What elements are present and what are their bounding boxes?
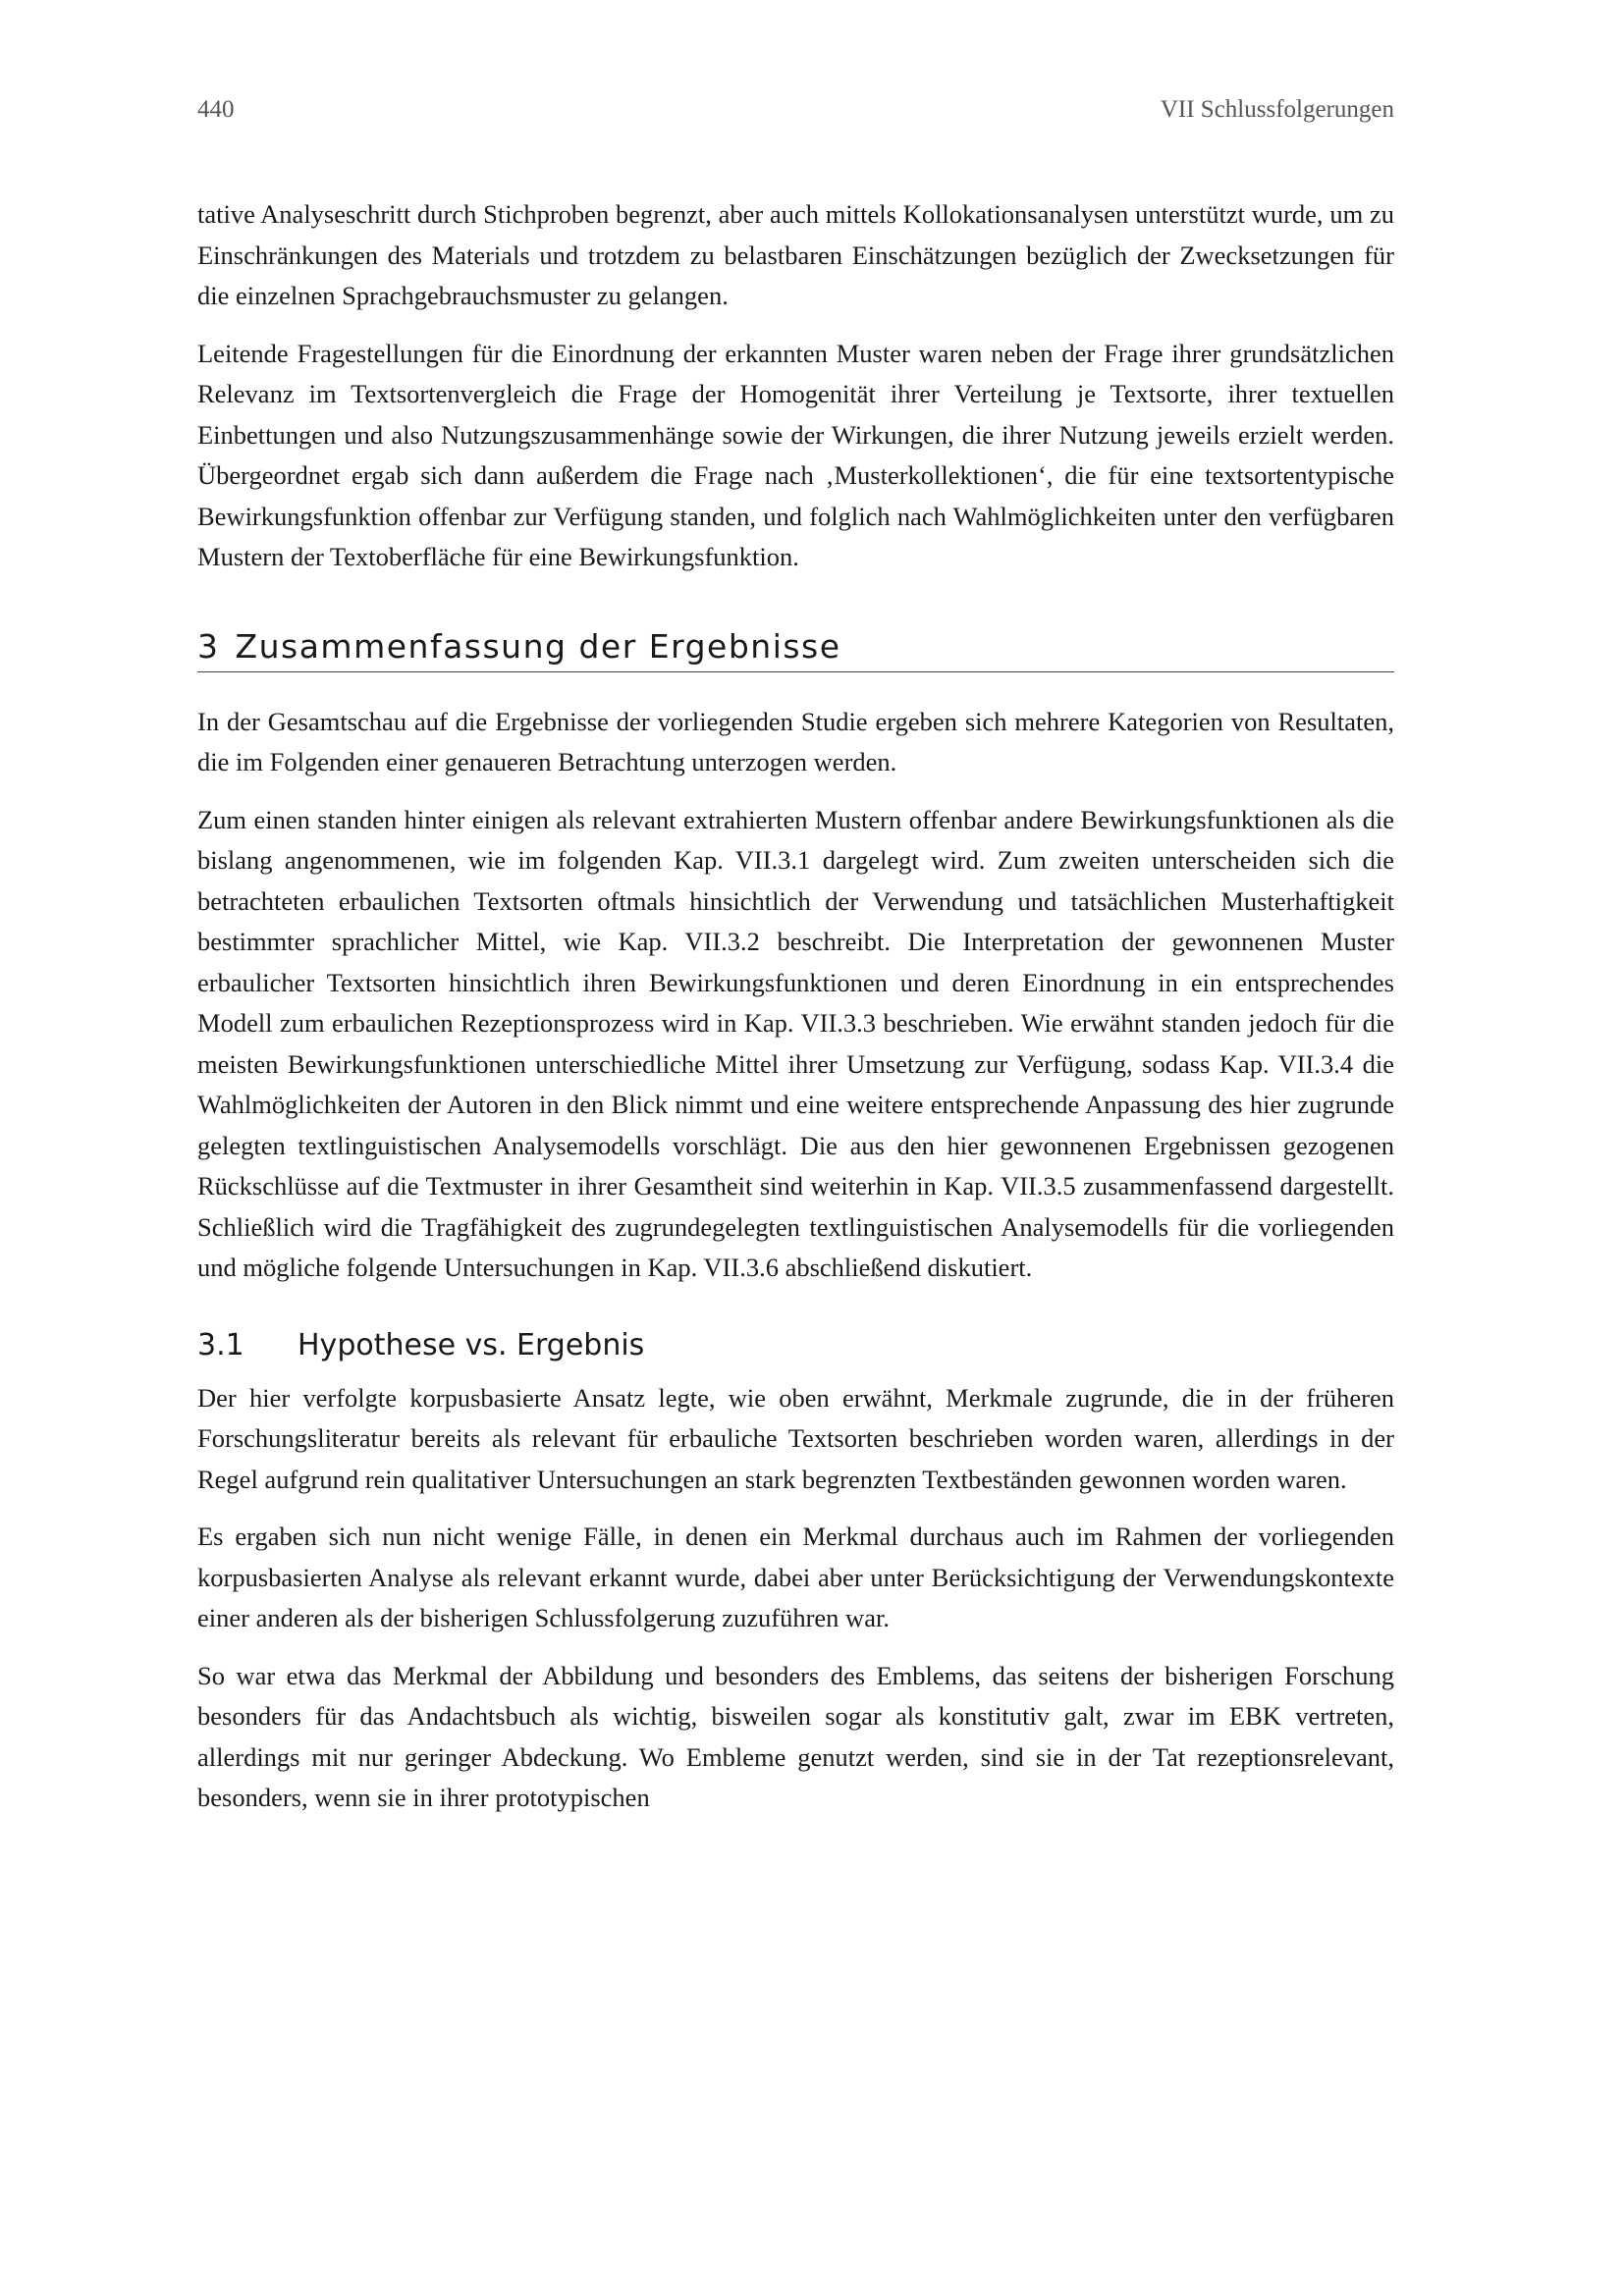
section-heading [197,627,1394,672]
subsection-paragraph-2: Es ergaben sich nun nicht wenige Fälle, in denen ein Merkmal durchaus auch im Rahmen der vorliegenden korpusbasierten Analyse als relevant erkannt wurde, dabei aber unter Berücksichtigung der Verwendungskontexte einer anderen als der bisherigen Schlussfolgerung zuzuführen war. [197,1522,1394,1632]
body-text [197,194,1394,1836]
subsection-paragraph-3: So war etwa das Merkmal der Abbildung und besonders des Emblems, das seitens der bisherigen Forschung besonders für das Andachtsbuch als wichtig, bisweilen sogar als konstitutiv galt, zwar im EBK vertreten, allerdings mit nur geringer Abdeckung. Wo Embleme genutzt werden, sind sie in der Tat rezeptionsrelevant, besonders, wenn sie in ihrer prototypischen [197,1660,1394,1812]
running-header [197,96,1394,135]
paragraph-intro-1: tative Analyseschritt durch Stichproben begrenzt, aber auch mittels Kollokationsanalysen unterstützt wurde, um zu Einschränkungen des Materials und trotzdem zu belastbaren Einschätzungen bezüglich der Zwecksetzungen für die einzelnen Sprachgebrauchsmuster zu gelangen. [197,199,1394,310]
subsection-title: Hypothese vs. Ergebnis [298,1327,645,1362]
section-title: Zusammenfassung der Ergebnisse [235,626,841,666]
subsection-paragraph-1: Der hier verfolgte korpusbasierte Ansatz legte, wie oben erwähnt, Merkmale zugrunde, die in der früheren Forschungsliteratur bereits als relevant für erbauliche Textsorten beschrieben worden waren, allerdings in der Regel aufgrund rein qualitativer Untersuchungen an stark begrenzten Textbeständen gewonnen worden waren. [197,1382,1394,1494]
subsection-number: 3.1 [197,1327,244,1362]
section-paragraph-1: In der Gesamtschau auf die Ergebnisse der vorliegenden Studie ergeben sich mehrere Kategorien von Resultaten, die im Folgenden einer genaueren Betrachtung unterzogen werden. [197,706,1394,776]
page-number: 440 [197,96,235,123]
section-number: 3 [197,626,220,666]
subsection-heading [197,1328,1394,1362]
paragraph-intro-2: Leitende Fragestellungen für die Einordnung der erkannten Muster waren neben der Frage ihrer grundsätzlichen Relevanz im Textsortenvergleich die Frage der Homogenität ihrer Verteilung je Textsorte, ihrer textuellen Einbettungen und also Nutzungszusammenhänge sowie der Wirkungen, die ihrer Nutzung jeweils erzielt werden. Übergeordnet ergab sich dann außerdem die Frage nach ‚Musterkollektionen‘, die für eine textsortentypische Bewirkungsfunktion offenbar zur Verfügung standen, und folglich nach Wahlmöglichkeiten unter den verfügbaren Mustern der Textoberfläche für eine Bewirkungsfunktion. [197,338,1394,571]
chapter-title: VII Schlussfolgerungen [1160,96,1394,123]
section-paragraph-2: Zum einen standen hinter einigen als relevant extrahierten Mustern offenbar andere Bewirkungsfunktionen als die bislang angenommenen, wie im folgenden Kap. VII.3.1 dargelegt wird. Zum zweiten unterscheiden sich die betrachteten erbaulichen Textsorten oftmals hinsichtlich der Verwendung und tatsächlichen Musterhaftigkeit bestimmter sprachlicher Mittel, wie Kap. VII.3.2 beschreibt. Die Interpretation der gewonnenen Muster erbaulicher Textsorten hinsichtlich ihren Bewirkungsfunktionen und deren Einordnung in ein entsprechendes Modell zum erbaulichen Rezeptionsprozess wird in Kap. VII.3.3 beschrieben. Wie erwähnt standen jedoch für die meisten Bewirkungsfunktionen unterschiedliche Mittel ihrer Umsetzung zur Verfügung, sodass Kap. VII.3.4 die Wahlmöglichkeiten der Autoren in den Blick nimmt und eine weitere entsprechende Anpassung des hier zugrunde gelegten textlinguistischen Analysemodells vorschlägt. Die aus den hier gewonnenen Ergebnissen gezogenen Rückschlüsse auf die Textmuster in ihrer Gesamtheit sind weiterhin in Kap. VII.3.5 zusammenfassend dargestellt. Schließlich wird die Tragfähigkeit des zugrundegelegten textlinguistischen Analysemodells für die vorliegenden und mögliche folgende Untersuchungen in Kap. VII.3.6 abschließend diskutiert. [197,804,1394,1282]
